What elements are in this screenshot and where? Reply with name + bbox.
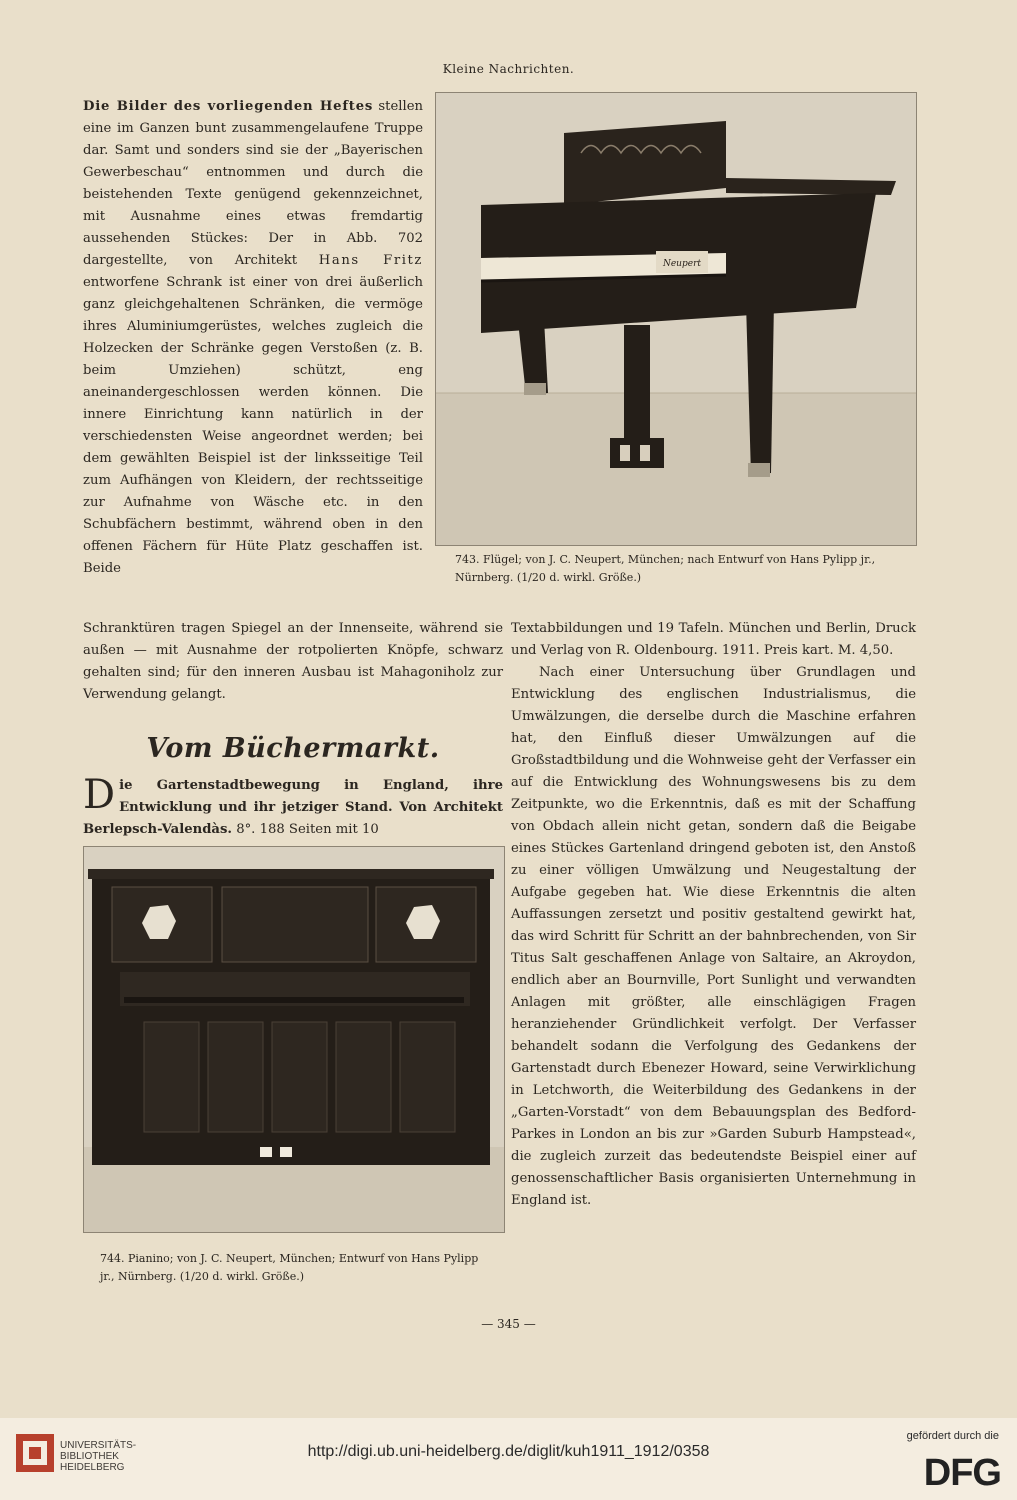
figure-grand-piano [435, 92, 917, 546]
article-lead: Die Bilder des vorliegenden Heftes [83, 99, 374, 114]
figure-upright-piano [83, 846, 505, 1233]
section-title: Vom Büchermarkt. [146, 733, 440, 764]
book-meta-continued: Textabbildungen und 19 Tafeln. München und Berlin, Druck und Verlag von R. Oldenbourg. 1911. Preis kart. M. 4,50. [511, 621, 916, 658]
book-meta: 8°. 188 Seiten mit 10 [236, 822, 379, 837]
article-images-continuation [83, 618, 503, 706]
dropcap: D [83, 772, 116, 818]
architect-name: Hans Fritz [318, 253, 423, 268]
book-review-header [83, 772, 503, 841]
figure-744-caption [100, 1250, 495, 1286]
book-review-body: Nach einer Untersuchung über Grundlagen und Entwicklung des englischen Industrialismus, die Umwälzungen, die derselbe durch die Maschine erfahren hat, den Einfluß dieser Umwälzungen auf die Großstadtbildung und die Wohnweise geht der Verfasser ein auf die Entwicklung des Wohnungswesens bis zu dem Zeitpunkte, wo die Erkenntnis, daß es mit der Schaffung von Obdach allein nicht getan, sondern daß die Beigabe eines Stückes Gartenland dringend geboten ist, den Anstoß zu einer völligen Umwälzung und Neugestaltung der Aufgabe gegeben hat. Wie diese Erkenntnis die alten Auffassungen zersetzt und positiv gestaltend gewirkt hat, das wird Schritt für Schritt an der bahnbrechenden, von Sir Titus Salt geschaffenen Anlage von Saltaire, an Akroydon, endlich aber an Bournville, Port Sunlight und verwandten Anlagen mit größter, alle einschlägigen Fragen heranziehender Gründlichkeit verfolgt. Der Verfasser behandelt sodann die Verfolgung des Gedankens der Gartenstadt durch Ebenezer Howard, seine Verwirklichung in Letchworth, die Weiterbildung des Gedankens in der „Garten-Vorstadt“ von dem Bebauungsplan des Bedford-Parkes in London an bis zur »Garden Suburb Hampstead«, die zugleich zurzeit das bedeutendste Beispiel einer auf genossenschaftlicher Basis organisierten Unternehmung in England ist. [511, 665, 916, 1208]
book-title: ie Gartenstadtbewegung in England, ihre Entwicklung und ihr jetziger Stand. Von Architekt Berlepsch-Valendàs. [83, 778, 503, 837]
figure-743-number: 743. [455, 553, 480, 566]
library-name-line-3: HEIDELBERG [60, 1462, 125, 1473]
article-images-column [83, 96, 423, 580]
nameplate-text: Neupert [662, 259, 702, 269]
running-head: Kleine Nachrichten. [442, 62, 575, 76]
library-name-line-2: BIBLIOTHEK [60, 1451, 119, 1462]
page-number: — 345 — [481, 1317, 536, 1331]
library-name-line-1: UNIVERSITÄTS- [60, 1440, 137, 1451]
article-body: stellen eine im Ganzen bunt zusammengelaufene Truppe dar. Samt und sonders sind sie der „Bayerischen Gewerbeschau“ entnommen und durch die beistehenden Texte genügend gekennzeichnet, mit Ausnahme eines etwas fremdartig aussehenden Stückes: Der in Abb. 702 dargestellte, von Architekt [83, 99, 423, 268]
dfg-logo: DFG [923, 1452, 1001, 1494]
article-body-3: Schranktüren tragen Spiegel an der Innenseite, während sie außen — mit Ausnahme der rotpolierten Knöpfe, schwarz gehalten sind; für den inneren Ausbau ist Mahagoniholz zur Verwendung gelangt. [83, 621, 503, 702]
upright-piano-illustration [84, 847, 504, 1232]
figure-744-text: Pianino; von J. C. Neupert, München; Entwurf von Hans Pylipp jr., Nürnberg. (1/20 d. wirkl. Größe.) [100, 1252, 479, 1283]
source-url-link[interactable]: http://digi.ub.uni-heidelberg.de/diglit/kuh1911_1912/0358 [307, 1443, 710, 1460]
article-body-2: entworfene Schrank ist einer von drei äußerlich ganz gleichgehaltenen Schränken, die vermöge ihres Aluminiumgerüstes, welches zugleich die Holzecken der Schränke gegen Verstoßen (z. B. beim Umziehen) schützt, eng aneinandergeschlossen werden können. Die innere Einrichtung kann natürlich in der verschiedensten Weise angeordnet werden; bei dem gewählten Beispiel ist der linksseitige Teil zum Aufhängen von Kleidern, der rechtsseitige zur Aufnahme von Wäsche etc. in den Schubfächern bestimmt, während oben in den offenen Fächern für Hüte Platz geschaffen ist. Beide [83, 275, 423, 576]
figure-744-number: 744. [100, 1252, 125, 1265]
book-review-column [511, 618, 916, 1212]
grand-piano-illustration [436, 93, 916, 545]
figure-743-caption [455, 551, 915, 587]
funding-note: gefördert durch die [906, 1430, 999, 1442]
figure-743-text: Flügel; von J. C. Neupert, München; nach Entwurf von Hans Pylipp jr., Nürnberg. (1/20 d. wirkl. Größe.) [455, 553, 876, 584]
